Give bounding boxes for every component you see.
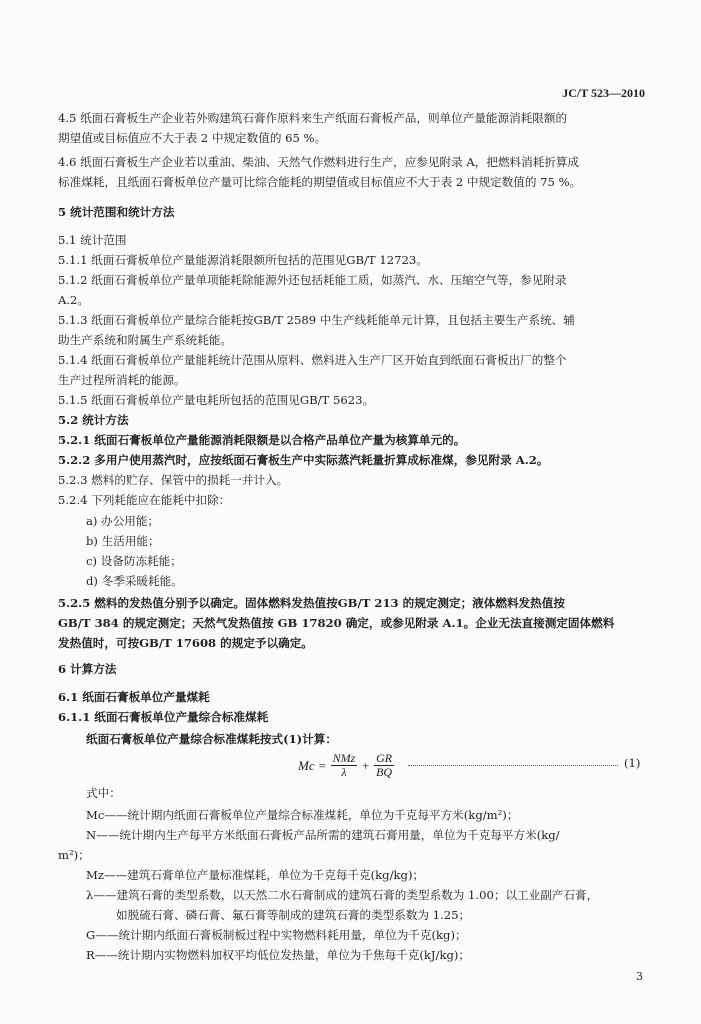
formula-intro: 纸面石膏板单位产量综合标准煤耗按式(1)计算： (86, 732, 337, 746)
clause-5-2-4: 5.2.4 下列耗能应在能耗中扣除： (58, 493, 231, 507)
clause-5-2-5-line-1: 5.2.5 燃料的发热值分别予以确定。固体燃料发热值按GB/T 213 的规定测定；液体燃料发热值按 (58, 596, 565, 610)
clause-5-1-3-line-2: 助生产系统和附属生产系统耗能。 (58, 333, 232, 347)
clause-4-6-line-1: 4.6 纸面石膏板生产企业若以重油、柴油、天然气作燃料进行生产，应参见附录 A，把燃料消耗折算成 (58, 155, 580, 169)
formula-plus: + (361, 757, 371, 773)
clause-4-6-line-2: 标准煤耗，且纸面石膏板单位产量可比综合能耗的期望值或目标值应不大于表 2 中规定数值的 75 %。 (58, 175, 582, 189)
clause-5-2-2: 5.2.2 多用户使用蒸汽时，应按纸面石膏板生产中实际蒸汽耗量折算成标准煤，参见附录 A.2。 (58, 453, 549, 467)
fraction-1-numerator: NMz (332, 751, 356, 765)
fraction-2-denominator: BQ (376, 765, 393, 779)
definition-mz: Mz——建筑石膏单位产量标准煤耗，单位为千克每千克(kg/kg)； (86, 868, 425, 882)
definition-lambda-line-2: 如脱硫石膏、磷石膏、氟石膏等制成的建筑石膏的类型系数为 1.25； (116, 908, 471, 922)
clause-6-1-heading: 6.1 纸面石膏板单位产量煤耗 (58, 690, 210, 704)
list-item-b: b) 生活用能； (86, 534, 160, 548)
clause-5-1-5: 5.1.5 纸面石膏板单位产量电耗所包括的范围见GB/T 5623。 (58, 393, 375, 407)
formula-fraction-1 (331, 752, 358, 779)
clause-5-1-4-line-1: 5.1.4 纸面石膏板单位产量能耗统计范围从原料、燃料进入生产厂区开始直到纸面石膏板出厂的整个 (58, 353, 567, 367)
clause-5-1-heading: 5.1 统计范围 (58, 233, 127, 247)
definition-g: G——统计期内纸面石膏板制板过程中实物燃料耗用量，单位为千克(kg)； (86, 928, 467, 942)
clause-6-1-1-heading: 6.1.1 纸面石膏板单位产量综合标准煤耗 (58, 710, 269, 724)
clause-5-2-1: 5.2.1 纸面石膏板单位产量能源消耗限额是以合格产品单位产量为核算单元的。 (58, 433, 466, 447)
clause-5-1-2-line-1: 5.1.2 纸面石膏板单位产量单项能耗除能源外还包括耗能工质，如蒸汽、水、压缩空气等，参见附录 (58, 273, 567, 287)
section-5-heading: 5 统计范围和统计方法 (58, 205, 175, 219)
clause-4-5-line-1: 4.5 纸面石膏板生产企业若外购建筑石膏作原料来生产纸面石膏板产品，则单位产量能源消耗限额的 (58, 111, 568, 125)
definition-lambda-line-1: λ——建筑石膏的类型系数，以天然二水石膏制成的建筑石膏的类型系数为 1.00；以工业副产石膏， (86, 888, 599, 902)
clause-5-1-1: 5.1.1 纸面石膏板单位产量能源消耗限额所包括的范围见GB/T 12723。 (58, 253, 428, 267)
formula-lhs: Mc = (298, 757, 327, 773)
fraction-2-numerator: GR (376, 751, 393, 765)
clause-5-1-3-line-1: 5.1.3 纸面石膏板单位产量综合能耗按GB/T 2589 中生产线耗能单元计算，且包括主要生产系统、辅 (58, 313, 575, 327)
formula-fraction-2 (374, 752, 394, 779)
clause-5-2-3: 5.2.3 燃料的贮存、保管中的损耗一并计入。 (58, 473, 289, 487)
list-item-c: c) 设备防冻耗能； (86, 554, 182, 568)
fraction-1-denominator: λ (341, 765, 347, 779)
definition-n-line-1: N——统计期内生产每平方米纸面石膏板产品所需的建筑石膏用量，单位为千克每平方米(kg/ (86, 828, 560, 842)
where-label: 式中： (86, 786, 121, 800)
definition-n-line-2: m²)； (58, 848, 90, 862)
page-number: 3 (636, 970, 643, 983)
clause-5-2-5-line-3: 发热值时，可按GB/T 17608 的规定予以确定。 (58, 636, 313, 650)
list-item-d: d) 冬季采暖耗能。 (86, 574, 183, 588)
formula-leader-dots (408, 759, 618, 766)
clause-5-1-4-line-2: 生产过程所消耗的能源。 (58, 373, 186, 387)
section-6-heading: 6 计算方法 (58, 662, 117, 676)
definition-r: R——统计期内实物燃料加权平均低位发热量，单位为千焦每千克(kJ/kg)； (86, 948, 471, 962)
formula-1 (298, 752, 394, 779)
list-item-a: a) 办公用能； (86, 514, 160, 528)
clause-5-2-heading: 5.2 统计方法 (58, 413, 129, 427)
clause-5-1-2-line-2: A.2。 (58, 293, 90, 307)
standard-code: JC/T 523—2010 (562, 86, 645, 100)
definition-mc: Mc——统计期内纸面石膏板单位产量综合标准煤耗，单位为千克每平方米(kg/m²)； (86, 808, 519, 822)
clause-4-5-line-2: 期望值或目标值应不大于表 2 中规定数值的 65 %。 (58, 131, 327, 145)
equation-number: (1) (624, 756, 641, 770)
clause-5-2-5-line-2: GB/T 384 的规定测定；天然气发热值按 GB 17820 确定，或参见附录 A.1。企业无法直接测定固体燃料 (58, 616, 615, 630)
